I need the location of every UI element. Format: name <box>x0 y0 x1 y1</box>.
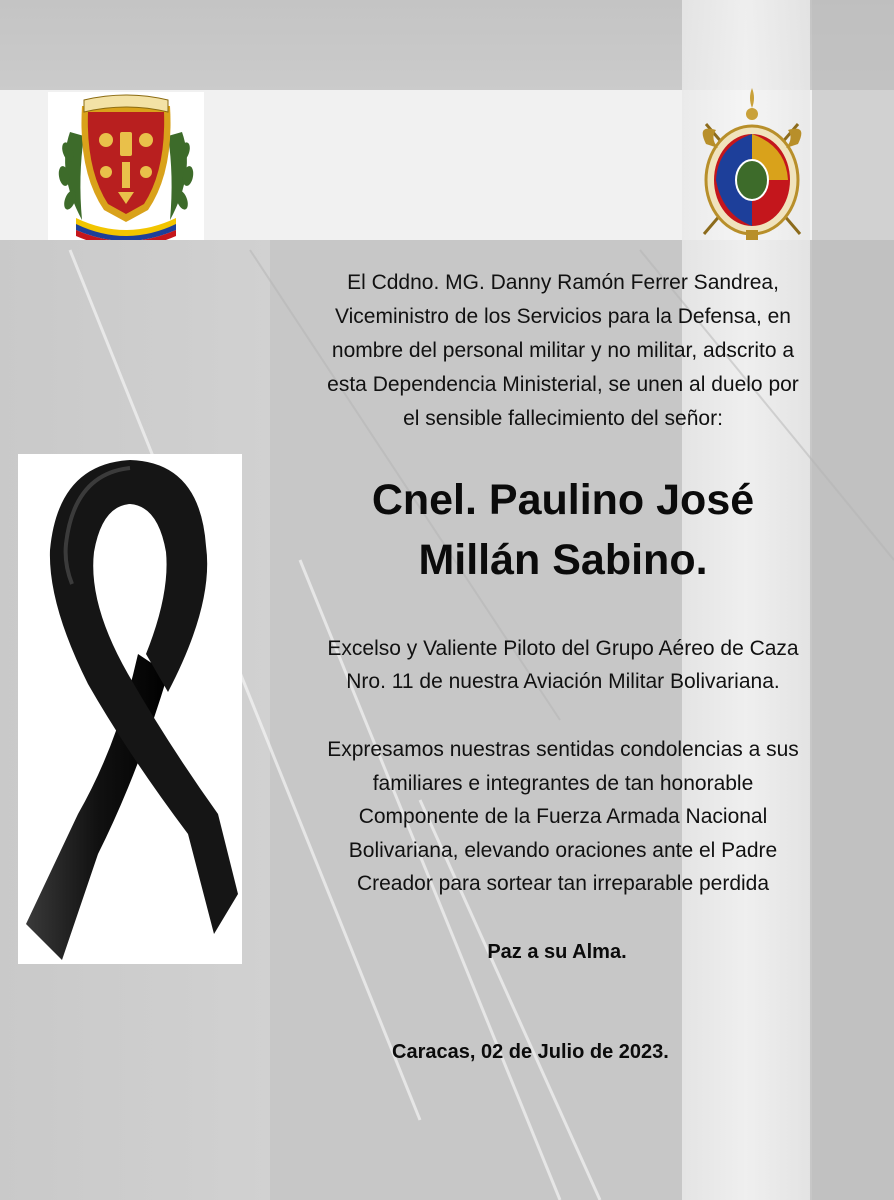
name-line: Cnel. Paulino José <box>371 476 755 524</box>
place-and-date: Caracas, 02 de Julio de 2023. <box>392 1041 669 1063</box>
condolence-paragraph <box>252 733 874 901</box>
black-mourning-ribbon-icon <box>18 454 242 964</box>
left-emblem <box>48 92 204 240</box>
ministry-coat-of-arms-icon <box>696 84 808 244</box>
intro-line: el sensible fallecimiento del señor: <box>403 407 723 430</box>
mourning-ribbon-panel <box>18 454 242 964</box>
intro-paragraph <box>252 266 874 436</box>
condolence-line: Expresamos nuestras sentidas condolencias a sus <box>327 738 799 761</box>
description-line: Nro. 11 de nuestra Aviación Militar Bolivariana. <box>346 670 780 693</box>
intro-line: Viceministro de los Servicios para la Defensa, en <box>334 305 791 328</box>
intro-line: El Cddno. MG. Danny Ramón Ferrer Sandrea, <box>347 271 779 294</box>
intro-line: nombre del personal militar y no militar, adscrito a <box>331 339 795 362</box>
name-line: Millán Sabino. <box>418 536 708 584</box>
right-emblem <box>696 84 808 244</box>
description-paragraph <box>252 632 874 698</box>
condolence-line: Componente de la Fuerza Armada Nacional <box>358 805 768 828</box>
deceased-name <box>252 470 874 590</box>
condolence-line: Creador para sortear tan irreparable perdida <box>356 872 770 895</box>
closing-phrase: Paz a su Alma. <box>487 941 627 963</box>
condolence-line: familiares e integrantes de tan honorable <box>372 771 754 795</box>
voluntad-de-servir-shield-icon <box>48 92 204 240</box>
description-line: Excelso y Valiente Piloto del Grupo Aéreo de Caza <box>327 637 799 660</box>
intro-line: esta Dependencia Ministerial, se unen al duelo por <box>327 373 799 396</box>
condolence-line: Bolivariana, elevando oraciones ante el Padre <box>348 838 778 862</box>
